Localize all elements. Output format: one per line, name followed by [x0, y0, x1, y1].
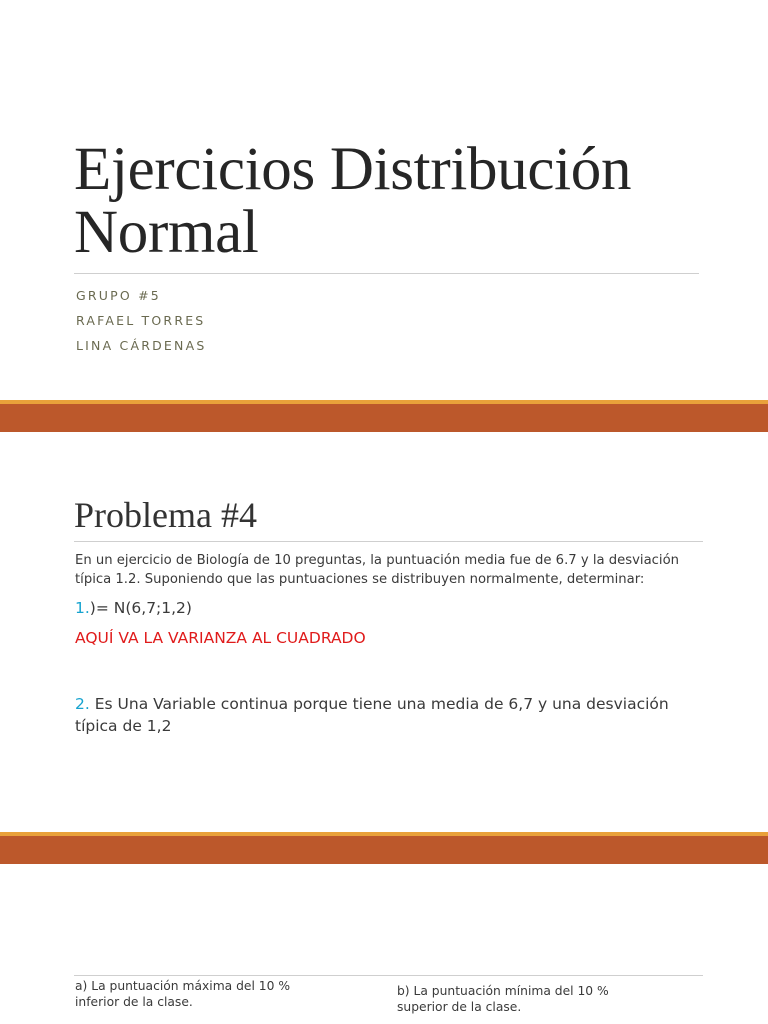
title-divider	[74, 975, 703, 976]
title-slide	[0, 0, 768, 400]
slide-title: Ejercicios Distribución Normal	[74, 136, 632, 266]
slide-separator	[0, 400, 768, 432]
title-divider	[74, 541, 703, 542]
item-text: Es Una Variable continua porque tiene una media de 6,7 y una desviación típica de 1,2	[75, 695, 669, 735]
answer-item-2	[75, 693, 685, 737]
title-divider	[74, 273, 699, 274]
item-number: 1.	[75, 599, 90, 617]
problem-statement: En un ejercicio de Biología de 10 preguntas, la puntuación media fue de 6.7 y la desviación típica 1.2. Suponiendo que las puntuaciones se distribuyen normalmente, determinar:	[75, 553, 680, 587]
item-text: )= N(6,7;1,2)	[89, 599, 192, 617]
question-a: a) La puntuación máxima del 10 % inferior de la clase.	[75, 979, 291, 1009]
subtitle-author-2: LINA CÁRDENAS	[76, 338, 207, 353]
subtitle-group: GRUPO #5	[76, 288, 161, 303]
answer-item-1	[75, 597, 685, 619]
problem-title: Problema #4	[74, 495, 257, 535]
variance-note: AQUÍ VA LA VARIANZA AL CUADRADO	[75, 629, 366, 647]
subtitle-author-1: RAFAEL TORRES	[76, 313, 206, 328]
slide-separator	[0, 832, 768, 864]
item-number: 2.	[75, 695, 90, 713]
questions-slide	[0, 864, 768, 1024]
slide-subtitle	[76, 283, 206, 358]
problem-slide	[0, 432, 768, 832]
question-b: b) La puntuación mínima del 10 % superior de la clase.	[397, 984, 609, 1014]
